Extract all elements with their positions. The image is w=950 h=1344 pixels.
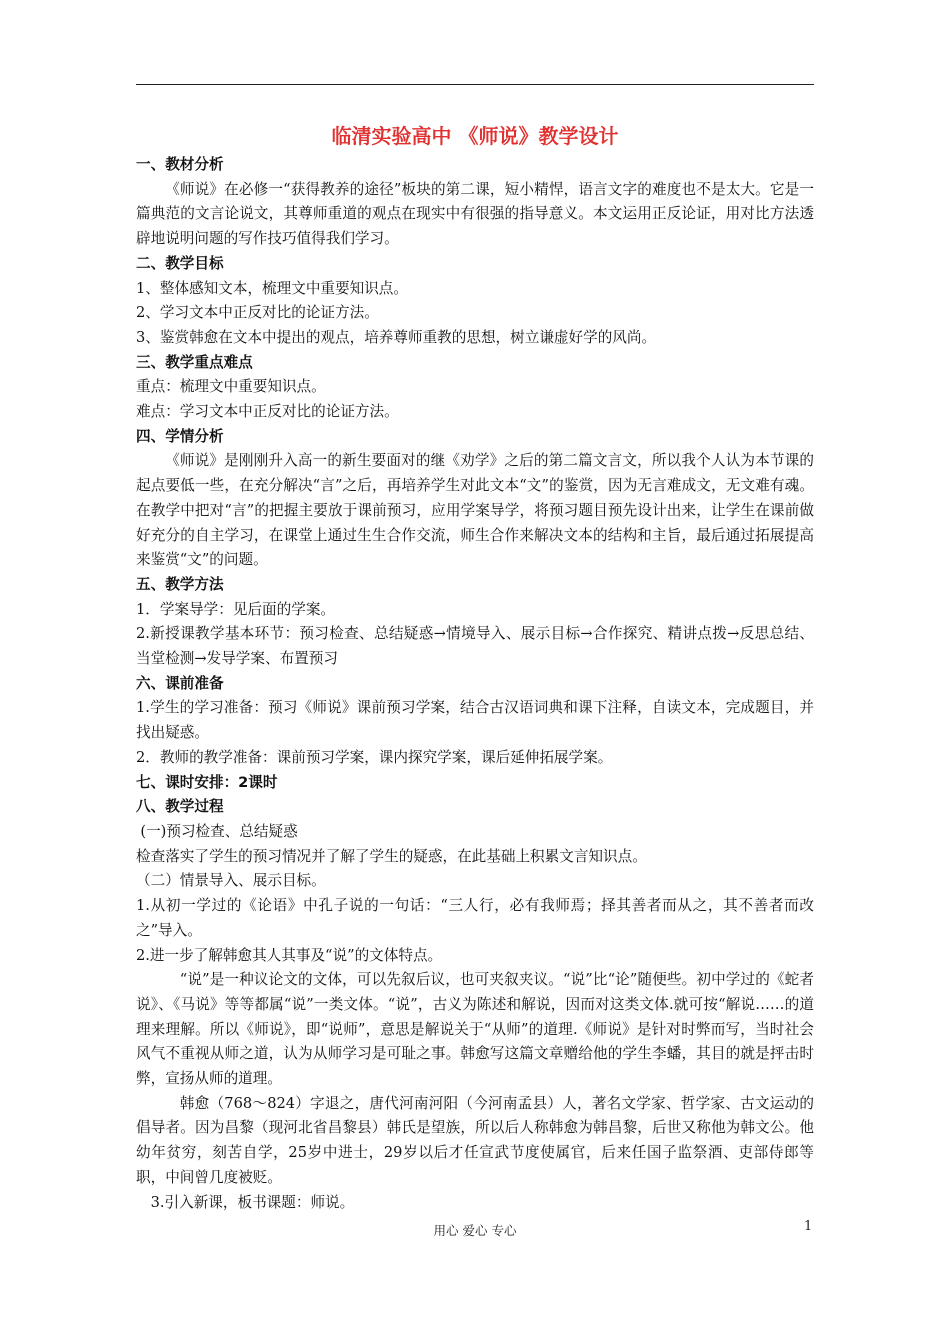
list-item: 1．学案导学：见后面的学案。	[136, 600, 336, 618]
section-heading-7: 七、课时安排：2课时	[136, 773, 278, 791]
list-item: 1.学生的学习准备：预习《师说》课前预习学案，结合古汉语词典和课下注释，自读文本，完成题目，并找出疑惑。	[136, 699, 814, 742]
list-item: 2.进一步了解韩愈其人其事及“说”的文体特点。	[136, 946, 443, 964]
list-item: 2．教师的教学准备：课前预习学案，课内探究学案，课后延伸拓展学案。	[136, 748, 613, 766]
list-item: 3.引入新课，板书课题：师说。	[150, 1193, 355, 1211]
section-heading-2: 二、教学目标	[136, 254, 224, 272]
document-body	[136, 121, 814, 1215]
section-heading-8: 八、教学过程	[136, 798, 224, 816]
list-item: 1、整体感知文本，梳理文中重要知识点。	[136, 279, 408, 297]
list-item: 3、鉴赏韩愈在文本中提出的观点，培养尊师重教的思想，树立谦虚好学的风尚。	[136, 328, 657, 346]
section-heading-1: 一、教材分析	[136, 156, 224, 173]
section-heading-4: 四、学情分析	[136, 427, 224, 445]
page-footer: 用心 爱心 专心	[433, 1223, 517, 1238]
list-item: 2.新授课教学基本环节：预习检查、总结疑惑→情境导入、展示目标→合作探究、精讲点拨→反思总结、当堂检测→发导学案、布置预习	[136, 625, 814, 668]
paragraph: 检查落实了学生的预习情况并了解了学生的疑惑，在此基础上积累文言知识点。	[136, 847, 647, 865]
paragraph: 《师说》在必修一“获得教养的途径”板块的第二课，短小精悍，语言文字的难度也不是太大。它是一篇典范的文言论说文，其尊师重道的观点在现实中有很强的指导意义。本文运用正反论证，用对比方法透辟地说明问题的写作技巧值得我们学习。	[136, 180, 814, 248]
section-heading-6: 六、课前准备	[136, 674, 224, 692]
step-heading: （二）情景导入、展示目标。	[136, 872, 326, 890]
list-item: 2、学习文本中正反对比的论证方法。	[136, 304, 379, 322]
section-heading-5: 五、教学方法	[136, 575, 224, 593]
header-rule	[136, 84, 814, 85]
paragraph: 韩愈（768～824）字退之，唐代河南河阳（今河南孟县）人，著名文学家、哲学家、古文运动的倡导者。因为昌黎（现河北省昌黎县）韩氏是望族，所以后人称韩愈为韩昌黎，后世又称他为韩文公。他幼年贫穷，刻苦自学，25岁中进士，29岁以后才任宣武节度使属官，后来任国子监祭酒、吏部侍郎等职，中间曾几度被贬。	[136, 1094, 814, 1186]
paragraph: 《师说》是刚刚升入高一的新生要面对的继《劝学》之后的第二篇文言文，所以我个人认为本节课的起点要低一些，在充分解决“言”之后，再培养学生对此文本“文”的鉴赏，因为无言难成文，无文难有魂。在教学中把对“言”的把握主要放于课前预习，应用学案导学，将预习题目预先设计出来，让学生在课前做好充分的自主学习，在课堂上通过生生合作交流，师生合作来解决文本的结构和主旨，最后通过拓展提高来鉴赏“文”的问题。	[136, 452, 814, 569]
document-title: 临清实验高中 《师说》教学设计	[331, 124, 619, 148]
step-heading: (一)预习检查、总结疑惑	[140, 822, 298, 840]
paragraph: “说”是一种议论文的文体，可以先叙后议，也可夹叙夹议。“说”比“论”随便些。初中学过的《蛇者说》、《马说》等等都属“说”一类文体。“说”，古义为陈述和解说，因而对这类文体.就可按“解说……的道理来理解。所以《师说》，即“说师”，意思是解说关于“从师”的道理.《师说》是针对时弊而写，当时社会风气不重视从师之道，认为从师学习是可耻之事。韩愈写这篇文章赠给他的学生李蟠，其目的就是抨击时弊，宣扬从师的道理。	[136, 971, 814, 1088]
list-item: 1.从初一学过的《论语》中孔子说的一句话：“三人行，必有我师焉；择其善者而从之，其不善者而改之”导入。	[136, 897, 814, 939]
list-item: 难点：学习文本中正反对比的论证方法。	[136, 403, 399, 421]
page-number: 1	[804, 1219, 813, 1234]
list-item: 重点：梳理文中重要知识点。	[136, 378, 326, 396]
section-heading-3: 三、教学重点难点	[136, 353, 253, 371]
